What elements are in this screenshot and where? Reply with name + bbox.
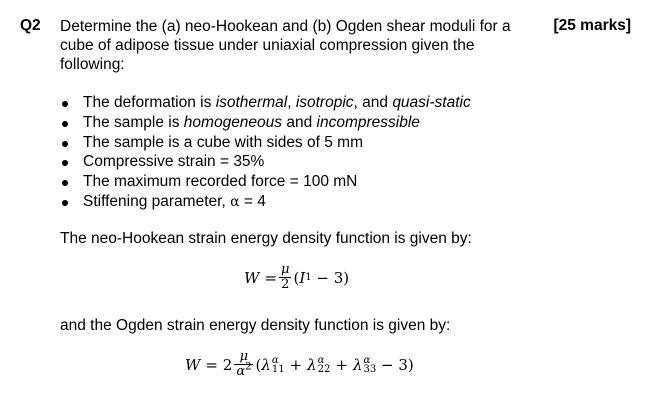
fraction-numerator: μ bbox=[239, 349, 249, 364]
fraction-numerator: μ bbox=[281, 262, 290, 277]
question-number: Q2 bbox=[20, 17, 41, 34]
fraction-denominator: $\alpha^2$ bbox=[236, 361, 252, 379]
ogden-intro: and the Ogden strain energy density function is given by: bbox=[60, 317, 451, 334]
equals-two: = 2 bbox=[205, 355, 233, 374]
condition-item: The maximum recorded force = 100 mN bbox=[60, 172, 471, 192]
neo-hookean-equation: W = $\frac{\mu}{2}$ ( I 1 − 3) bbox=[244, 262, 350, 292]
mu-over-alpha-squared-fraction bbox=[234, 350, 253, 379]
plus-sign: + bbox=[289, 355, 303, 374]
plus-sign: + bbox=[335, 355, 348, 374]
equation-tail: − 3) bbox=[376, 355, 414, 374]
energy-symbol: W bbox=[244, 268, 260, 287]
stretch-term: λ α 22 bbox=[307, 354, 331, 375]
given-conditions-list bbox=[60, 93, 471, 212]
stretch-term: λ α 11 bbox=[261, 354, 285, 375]
mu-over-two-fraction bbox=[279, 263, 291, 292]
condition-item: Stiffening parameter, α = 4 bbox=[60, 192, 471, 212]
open-paren: ( bbox=[255, 355, 262, 374]
neo-hookean-intro: The neo-Hookean strain energy density function is given by: bbox=[60, 230, 472, 247]
condition-item: Compressive strain = 35% bbox=[60, 152, 471, 172]
ogden-equation bbox=[185, 350, 414, 379]
condition-item: The sample is a cube with sides of 5 mm bbox=[60, 133, 471, 153]
marks-badge: [25 marks] bbox=[553, 17, 631, 34]
equals-sign: = bbox=[264, 268, 277, 287]
fraction-denominator: 2 bbox=[281, 277, 290, 292]
equation-tail: − 3) bbox=[311, 268, 350, 287]
open-paren: ( bbox=[293, 268, 300, 287]
energy-symbol: W bbox=[185, 355, 201, 374]
stretch-term: λ α 33 bbox=[352, 354, 377, 375]
stretch-terms bbox=[261, 356, 376, 374]
condition-item: The deformation is isothermal, isotropic, and quasi-static bbox=[60, 93, 471, 113]
condition-item: The sample is homogeneous and incompressible bbox=[60, 113, 471, 133]
invariant-symbol: I bbox=[299, 268, 306, 287]
question-intro: Determine the (a) neo-Hookean and (b) Ogden shear moduli for a cube of adipose tissue under uniaxial compression given the following: bbox=[60, 18, 511, 73]
